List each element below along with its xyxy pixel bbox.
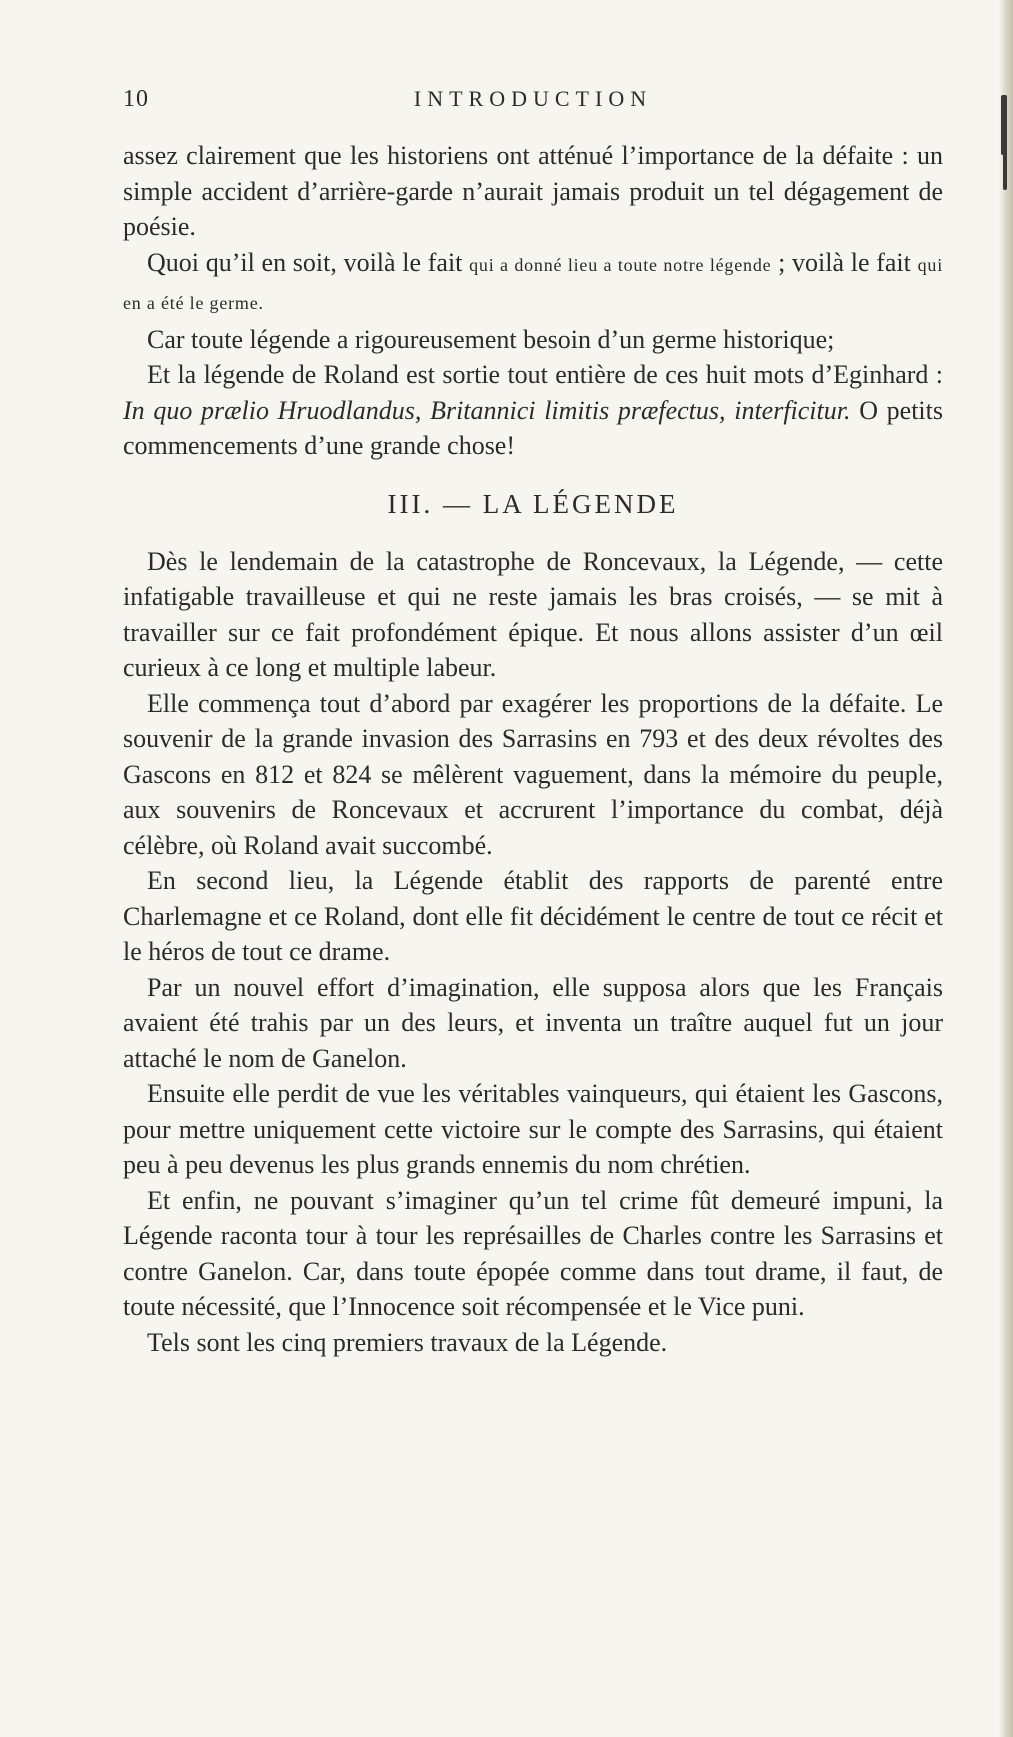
text-run: Et la légende de Roland est sortie tout entière de ces huit mots d’Eginhard :: [147, 360, 943, 389]
paragraph: Ensuite elle perdit de vue les véritables vainqueurs, qui étaient les Gascons, pour mettre uniquement cette victoire sur le compte des Sarrasins, qui étaient peu à peu devenus les plus grands ennemis du nom chrétien.: [123, 1079, 943, 1179]
small-caps-run: qui en a été le germe.: [123, 254, 943, 313]
text-run: Quoi qu’il en soit, voilà le fait: [147, 247, 470, 277]
latin-quote: In quo prælio Hruodlandus, Britannici limitis præfectus, interficitur.: [123, 395, 851, 425]
page-edge-shadow: [999, 0, 1013, 1737]
paragraph: Dès le lendemain de la catastrophe de Roncevaux, la Légende, — cette infatigable travailleuse et qui ne reste jamais les bras croisés, — se mit à travailler sur ce fait profondément épique. Et nous allons assister d’un œil curieux à ce long et multiple labeur.: [123, 546, 943, 682]
body-text: [123, 138, 943, 1360]
section-heading: III. — LA LÉGENDE: [387, 488, 679, 519]
page-number: 10: [123, 86, 149, 112]
paragraph: Elle commença tout d’abord par exagérer les proportions de la défaite. Le souvenir de la grande invasion des Sarrasins en 793 et des deux révoltes des Gascons en 812 et 824 se mêlèrent vaguement, dans la mémoire du peuple, aux souvenirs de Roncevaux et accrurent l’importance du combat, déjà célèbre, où Roland avait succombé.: [123, 688, 943, 860]
paragraph: [123, 357, 943, 464]
edge-mark: [1003, 150, 1007, 190]
running-title: INTRODUCTION: [413, 86, 653, 111]
page-header: [123, 86, 943, 116]
paragraph: Par un nouvel effort d’imagination, elle supposa alors que les Français avaient été trahis par un des leurs, et inventa un traître auquel fut un jour attaché le nom de Ganelon.: [123, 972, 943, 1073]
paragraph: En second lieu, la Légende établit des rapports de parenté entre Charlemagne et ce Roland, dont elle fit décidément le centre de tout ce récit et le héros de tout ce drame.: [123, 866, 943, 966]
paragraph: [123, 245, 943, 322]
text-run: ; voilà le fait: [771, 247, 918, 277]
paragraph: assez clairement que les historiens ont atténué l’importance de la défaite : un simple accident d’arrière-garde n’aurait jamais produit un tel dégagement de poésie.: [123, 141, 943, 241]
paragraph: Car toute légende a rigoureusement besoin d’un germe historique;: [147, 324, 835, 354]
edge-mark: [1001, 95, 1007, 155]
small-caps-run: qui a donné lieu a toute notre légende: [469, 254, 772, 275]
paragraph: Tels sont les cinq premiers travaux de la Légende.: [147, 1327, 668, 1357]
text-run: O petits commencements d’une grande chose!: [123, 395, 943, 460]
paragraph: Et enfin, ne pouvant s’imaginer qu’un tel crime fût demeuré impuni, la Légende raconta tour à tour les représailles de Charles contre les Sarrasins et contre Ganelon. Car, dans toute épopée comme dans tout drame, il faut, de toute nécessité, que l’Innocence soit récompensée et le Vice puni.: [123, 1185, 943, 1321]
